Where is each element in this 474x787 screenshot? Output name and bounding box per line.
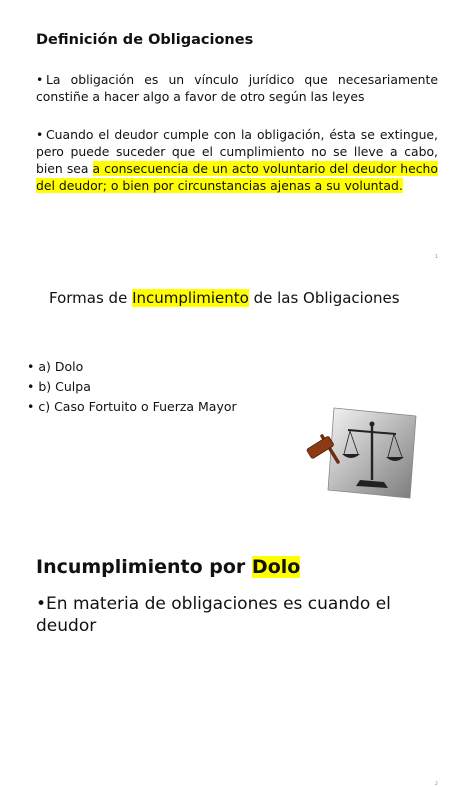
bullet-marker: • [36, 72, 44, 87]
slide-title [49, 288, 400, 309]
slide-3 [0, 530, 474, 636]
list-item-text: b) Culpa [38, 379, 91, 394]
bullet-marker: • [27, 379, 35, 394]
slide-title [36, 556, 300, 578]
list-item [27, 397, 237, 417]
list-item-text: a) Dolo [38, 359, 84, 374]
bullet-marker: • [36, 594, 47, 614]
bullet-marker: • [36, 127, 44, 142]
scales-tile [328, 408, 416, 498]
bullet-marker: • [27, 399, 35, 414]
title-text: Incumplimiento por [36, 556, 252, 578]
slide-1 [0, 0, 474, 262]
bullet-text: obligaciones [171, 594, 278, 614]
forms-list [27, 357, 237, 417]
bullet-text: En materia de [46, 594, 172, 614]
list-item [27, 357, 237, 377]
bullet-text: La obligación es un vínculo jurídico que necesariamente constiñe a hacer algo a favor de otro según las leyes [36, 72, 438, 104]
page-number: 1 [434, 254, 438, 260]
bullet-text: Cuando el deudor cumple con la obligación, ésta se extingue, pero puede suceder que el cumplimiento no se lleve a cabo, bien sea [36, 127, 438, 176]
list-item [27, 377, 237, 397]
gavel-and-scales-icon [304, 402, 420, 500]
title-text: Formas de [49, 289, 133, 307]
highlighted-text: a consecuencia de un acto voluntario del deudor hecho del deudor; o bien por circunstancias ajenas a su voluntad. [36, 161, 438, 193]
bullet-definition [36, 71, 438, 105]
slide-title: Definición de Obligaciones [36, 32, 254, 48]
title-text: de las Obligaciones [248, 289, 400, 307]
bullet-dolo [36, 593, 456, 637]
highlighted-text: Dolo [251, 556, 301, 578]
bullet-marker: • [27, 359, 35, 374]
highlighted-text: Incumplimiento [132, 289, 249, 307]
bullet-text: es cuando el deudor [36, 594, 391, 636]
bullet-extinction [36, 126, 438, 194]
list-item-text: c) Caso Fortuito o Fuerza Mayor [38, 399, 237, 414]
page-number: 2 [434, 781, 438, 787]
